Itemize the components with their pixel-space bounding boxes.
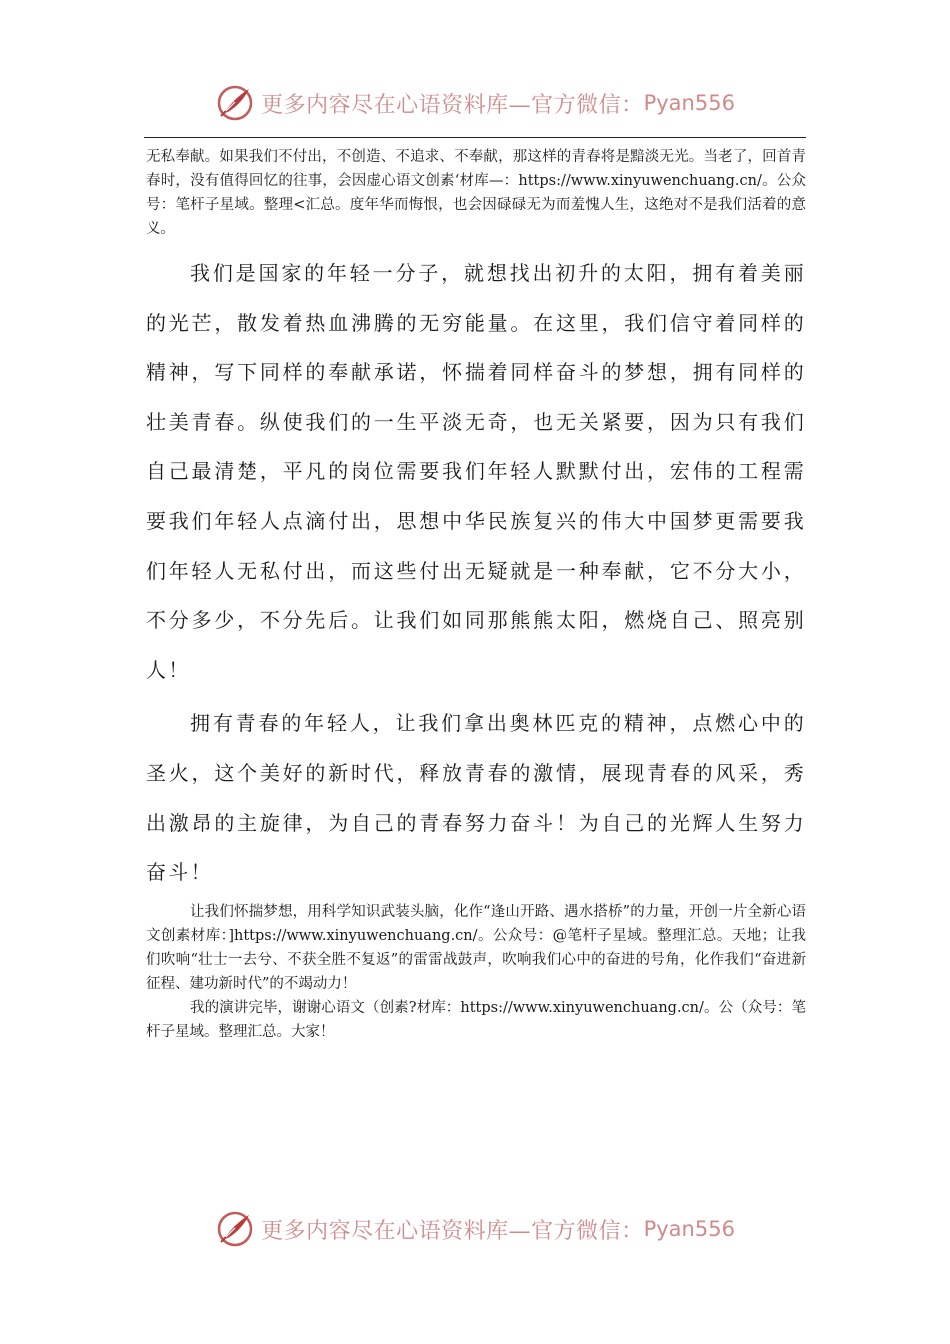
banner-contact-id: Pyan556 [643,1217,735,1241]
header-divider [144,137,806,138]
paragraph-4: 让我们怀揣梦想，用科学知识武装头脑，化作“逢山开路、遇水搭桥”的力量，开创一片全新心语文创素材库：]https://www.xinyuwenchuang.cn/。公众号：@笔杆子星域。整理汇总。天地；让我们吹响“壮士一去兮、不获全胜不复返”的雷雷战鼓声，吹响我们心中的奋进的号角，化作我们“奋进新征程、建功新时代”的不竭动力！ [146,903,806,992]
document-body [146,145,806,1044]
paragraph-2: 我们是国家的年轻一分子，就想找出初升的太阳，拥有着美丽的光芒，散发着热血沸腾的无穷能量。在这里，我们信守着同样的精神，写下同样的奉献承诺，怀揣着同样奋斗的梦想，拥有同样的壮美青春。纵使我们的一生平淡无奇，也无关紧要，因为只有我们自己最清楚，平凡的岗位需要我们年轻人默默付出，宏伟的工程需要我们年轻人点滴付出，思想中华民族复兴的伟大中国梦更需要我们年轻人无私付出，而这些付出无疑就是一种奉献，它不分大小，不分多少，不分先后。让我们如同那熊熊太阳，燃烧自己、照亮别人！ [146,261,806,682]
header-banner [0,78,950,128]
quill-pen-logo-icon [215,83,255,123]
paragraph-1: 无私奉献。如果我们不付出，不创造、不追求、不奉献，那这样的青春将是黯淡无光。当老了，回首青春时，没有值得回忆的往事，会因虚心语文创素‘材库—：https://www.xinyuwenchuang.cn/。公众号：笔杆子星域。整理<汇总。度年华而悔恨，也会因碌碌无为而羞愧人生，这绝对不是我们活着的意义。 [146,149,806,237]
banner-title: 更多内容尽在心语资料库—官方微信： [261,1218,644,1244]
quill-pen-logo-icon [215,1209,255,1249]
paragraph-3: 拥有青春的年轻人，让我们拿出奥林匹克的精神，点燃心中的圣火，这个美好的新时代，释放青春的激情，展现青春的风采，秀出激昂的主旋律，为自己的青春努力奋斗！为自己的光辉人生努力奋斗！ [146,711,806,885]
footer-banner [0,1204,950,1254]
banner-contact-id: Pyan556 [643,91,735,115]
paragraph-5: 我的演讲完毕，谢谢心语文（创素?材库：https://www.xinyuwenchuang.cn/。公（众号：笔杆子星域。整理汇总。大家！ [146,999,806,1040]
banner-title: 更多内容尽在心语资料库—官方微信： [261,92,644,118]
